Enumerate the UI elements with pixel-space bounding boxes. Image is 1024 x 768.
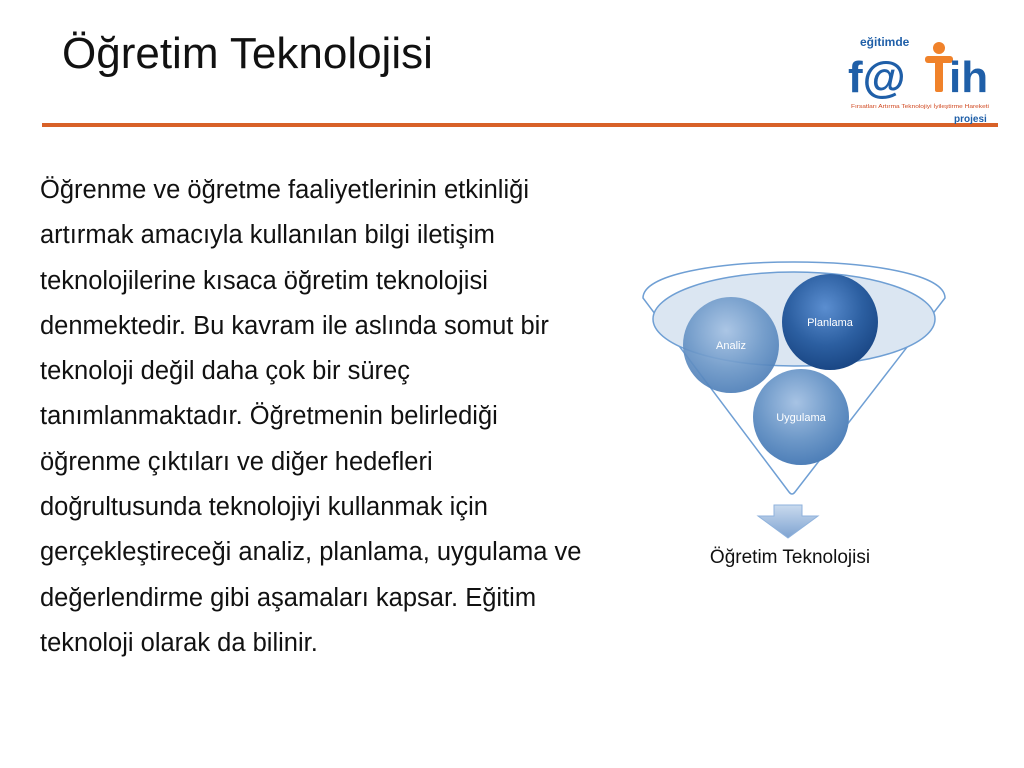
slide-title: Öğretim Teknolojisi [62, 29, 433, 78]
logo-brand-left: f@ [848, 53, 906, 102]
fatih-logo [842, 34, 996, 126]
down-arrow-icon [758, 505, 818, 538]
label-planlama: Planlama [807, 317, 853, 329]
label-uygulama: Uygulama [776, 412, 826, 424]
diagram-output-label: Öğretim Teknolojisi [709, 547, 871, 568]
body-paragraph: Öğrenme ve öğretme faaliyetlerinin etkinliği artırmak amacıyla kullanılan bilgi iletişim teknolojilerine kısaca öğretim teknolojisi denmektedir. Bu kavram ile aslında somut bir teknoloji değil daha çok bir süreç tanımlanmaktadır. Öğretmenin belirlediği öğrenme çıktıları ve diğer hedefleri doğrultusunda teknolojiyi kullanmak için gerçekleştireceği analiz, planlama, uygulama ve değerlendirme gibi aşamaları kapsar. Eğitim teknoloji olarak da bilinir. [40, 176, 582, 657]
logo-tagline: Fırsatları Artırma Teknolojiyi İyileştirme Hareketi [851, 104, 957, 110]
label-analiz: Analiz [716, 340, 746, 352]
logo-bottom-text: projesi [954, 114, 987, 125]
funnel-diagram [636, 253, 956, 553]
logo-top-text: eğitimde [860, 35, 910, 49]
logo-brand-right: ih [949, 53, 989, 102]
